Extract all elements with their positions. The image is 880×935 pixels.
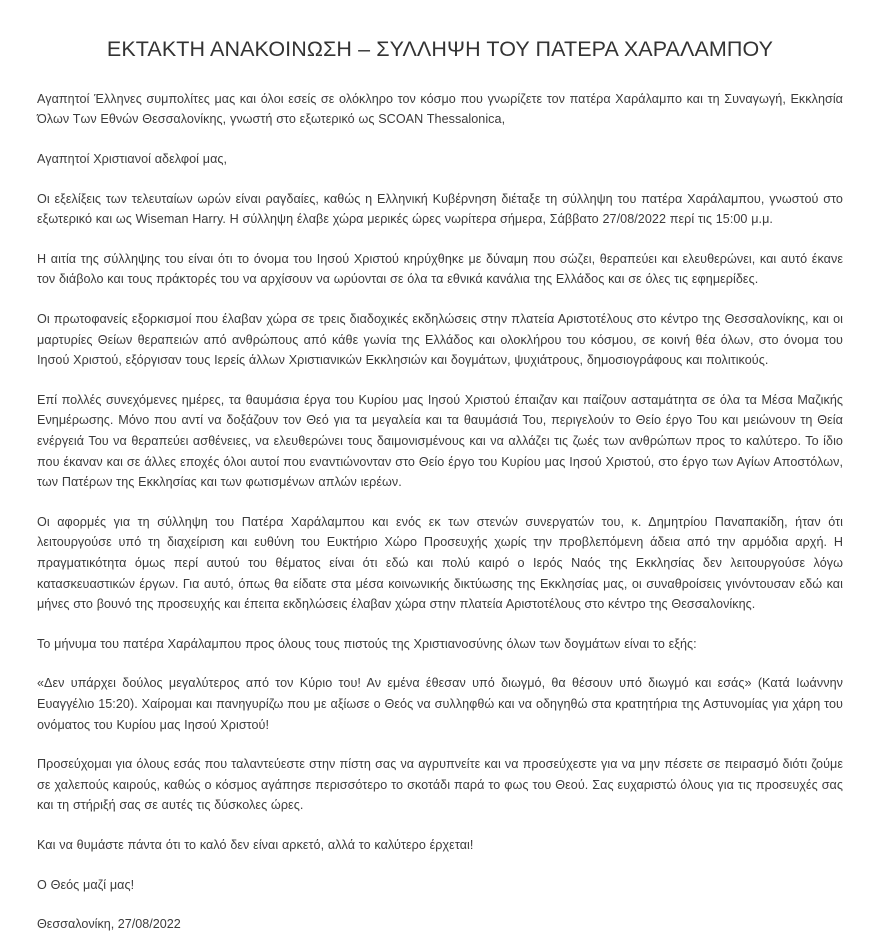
paragraph-legal-pretext: Οι αφορμές για τη σύλληψη του Πατέρα Χαράλαμπου και ενός εκ των στενών συνεργατών του, κ. Δημητρίου Παναπακίδη, ήταν ότι λειτουργούσε υπό τη διαχείριση και ευθύνη του Ευκτήριο Χώρο Προσευχής χωρίς την προβλεπόμενη άδεια από την αρμόδια αρχή. Η πραγματικότητα όμως περί αυτού του θέματος είναι ότι εδώ και πολύ καιρό ο Ιερός Ναός της Εκκλησίας δεν λειτουργούσε λόγω κατασκευαστικών έργων. Για αυτό, όπως θα είδατε στα μέσα κοινωνικής δικτύωσης της Εκκλησίας μας, οι συναθροίσεις γινόντουσαν εδώ και μήνες στο βουνό της προσευχής και έπειτα εκδηλώσεις έλαβαν χώρα στην πλατεία Αριστοτέλους στο κέντρο της Θεσσαλονίκης.	[37, 514, 843, 612]
paragraph-arrest-reason: Η αιτία της σύλληψης του είναι ότι το όνομα του Ιησού Χριστού κηρύχθηκε με δύναμη που σώζει, θεραπεύει και ελευθερώνει, και αυτό έκανε τον διάβολο και τους πράκτορές του να αρχίσουν να ωρύονται σε όλα τα εθνικά κανάλια της Ελλάδος και σε όλες τις εφημερίδες.	[37, 251, 843, 287]
paragraph-greeting-christians: Αγαπητοί Χριστιανοί αδελφοί μας,	[37, 152, 228, 167]
paragraph-exorcisms-testimonies: Οι πρωτοφανείς εξορκισμοί που έλαβαν χώρα σε τρεις διαδοχικές εκδηλώσεις στην πλατεία Αριστοτέλους στο κέντρο της Θεσσαλονίκης, και οι μαρτυρίες Θείων θεραπειών από ανθρώπους από κάθε γωνία της Ελλάδος και ολοκλήρου του κόσμου, σε κοινή θέα όλων, στο όνομα του Ιησού Χριστού, εξόργισαν τους Ιερείς άλλων Χριστιανικών Εκκλησιών και δογμάτων, ψυχιάτρους, δημοσιογράφους και πολιτικούς.	[37, 312, 843, 368]
paragraph-message-intro: Το μήνυμα του πατέρα Χαράλαμπου προς όλους τους πιστούς της Χριστιανοσύνης όλων των δογμάτων είναι το εξής:	[37, 636, 697, 651]
paragraph-arrest-news: Οι εξελίξεις των τελευταίων ωρών είναι ραγδαίες, καθώς η Ελληνική Κυβέρνηση διέταξε τη σύλληψη του πατέρα Χαράλαμπου, γνωστού στο εξωτερικό και ως Wiseman Harry. Η σύλληψη έλαβε χώρα μερικές ώρες νωρίτερα σήμερα, Σάββατο 27/08/2022 περί τις 15:00 μ.μ.	[37, 191, 843, 227]
paragraph-scripture-quote: «Δεν υπάρχει δούλος μεγαλύτερος από τον Κύριο του! Αν εμένα έθεσαν υπό διωγμό, θα θέσουν υπό διωγμό και εσάς» (Κατά Ιωάννην Ευαγγέλιο 15:20). Χαίρομαι και πανηγυρίζω που με αξίωσε ο Θεός να συλληφθώ και να οδηγηθώ στα κρατητήρια της Αστυνομίας για χάρη του ονόματος του Κυρίου μας Ιησού Χριστού!	[37, 676, 843, 732]
paragraph-greeting-citizens: Αγαπητοί Έλληνες συμπολίτες μας και όλοι εσείς σε ολόκληρο τον κόσμο που γνωρίζετε τον πατέρα Χαράλαμπο και τη Συναγωγή, Εκκλησία Όλων Των Εθνών Θεσσαλονίκης, γνωστή στο εξωτερικό ως SCOAN Thessalonica,	[37, 91, 843, 127]
paragraph-benediction: Ο Θεός μαζί μας!	[37, 877, 135, 892]
paragraph-prayer-appeal: Προσεύχομαι για όλους εσάς που ταλαντεύεστε στην πίστη σας να αγρυπνείτε και να προσεύχεστε για να μην πέσετε σε πειρασμό διότι ζούμε σε χαλεπούς καιρούς, καθώς ο κόσμος αγάπησε περισσότερο το σκοτάδι παρά το φως του Θεού. Σας ευχαριστώ όλους για τις προσευχές σας και τη στήριξή σας σε αυτές τις δύσκολες ώρες.	[37, 757, 843, 813]
page-title: ΕΚΤΑΚΤΗ ΑΝΑΚΟΙΝΩΣΗ – ΣΥΛΛΗΨΗ ΤΟΥ ΠΑΤΕΡΑ ΧΑΡΑΛΑΜΠΟΥ	[106, 37, 774, 61]
place-and-date: Θεσσαλονίκη, 27/08/2022	[37, 917, 181, 932]
paragraph-closing-remembrance: Και να θυμάστε πάντα ότι το καλό δεν είναι αρκετό, αλλά το καλύτερο έρχεται!	[37, 837, 474, 852]
document-body	[0, 89, 880, 935]
paragraph-media-coverage: Επί πολλές συνεχόμενες ημέρες, τα θαυμάσια έργα του Κυρίου μας Ιησού Χριστού έπαιζαν και παίζουν ασταμάτητα σε όλα τα Μέσα Μαζικής Ενημέρωσης. Μόνο που αντί να δοξάζουν τον Θεό για τα μεγαλεία και τα θαυμάσιά Του, περιγελούν το Θείο έργο Του και μειώνουν τη Θεία ενέργειά Του να θεραπεύει ασθένειες, να ελευθερώνει τους δαιμονισμένους και να αλλάζει τις ζωές των ανθρώπων προς το καλύτερο. Το ίδιο που έκαναν και σε άλλες εποχές όλοι αυτοί που εναντιώνονταν στο Θείο έργο του Κυρίου μας Ιησού Χριστού, στο έργο των Αγίων Αποστόλων, των Πατέρων της Εκκλησίας και των φωτισμένων απλών ιερέων.	[37, 392, 843, 490]
